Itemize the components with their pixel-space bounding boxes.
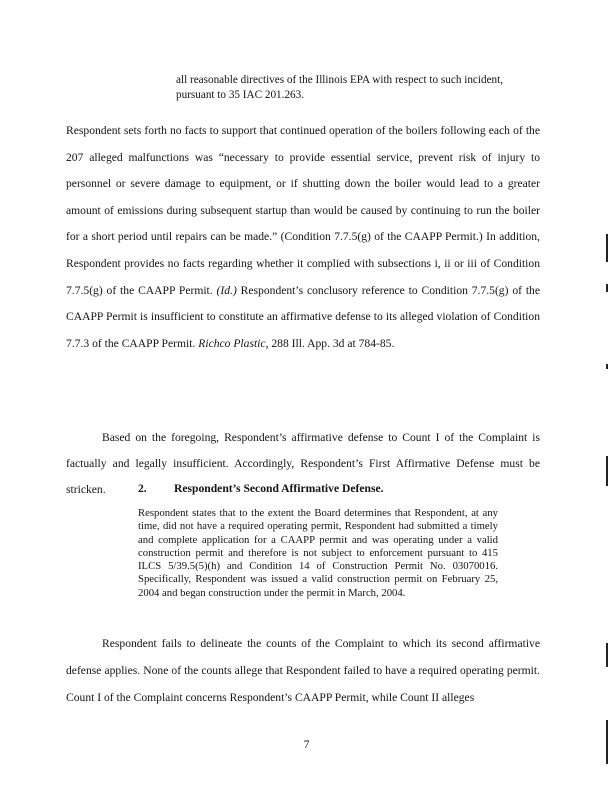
case-name: Richco Plastic xyxy=(198,336,266,350)
scan-edge-mark xyxy=(606,234,608,262)
paragraph-text-part-a: Respondent sets forth no facts to support that continued operation of the boilers following each of the 207 alleged malfunctions was “necessary to provide essential service, prevent risk of injury to personnel or severe damage to equipment, or if shutting down the boiler would lead to a greater amount of emissions during subsequent startup than would be caused by continuing to run the boiler for a short period until repairs can be made.” (Condition 7.7.5(g) of the CAAPP Permit.) In addition, Respondent provides no facts regarding whether it complied with subsections i, ii or iii of Condition 7.7.5(g) of the CAAPP Permit. xyxy=(66,124,540,297)
section-number: 2. xyxy=(138,482,147,495)
blockquote-second-defense: Respondent states that to the extent the Board determines that Respondent, at any time, did not have a required operating permit, Respondent had submitted a timely and complete application for a CAAPP permit and was operating under a valid construction permit and therefore is not subject to enforcement pursuant to 415 ILCS 5/39.5(5)(h) and Condition 14 of Construction Permit No. 03070016. Specifically, Respondent was issued a valid construction permit on February 25, 2004 and began construction under the permit in March, 2004. xyxy=(138,507,498,599)
paragraph-conclusion: Based on the foregoing, Respondent’s affirmative defense to Count I of the Complaint is factually and legally insufficient. Accordingly, Respondent’s First Affirmative Defense must be stricken. xyxy=(66,431,540,496)
paragraph-text-part-b: Respondent’s conclusory reference to Condition 7.7.5(g) of the CAAPP Permit is insufficient to constitute an affirmative defense to its alleged violation of Condition 7.7.3 of the CAAPP Permit. xyxy=(66,283,540,350)
id-citation: (Id.) xyxy=(216,283,237,297)
case-citation: , 288 Ill. App. 3d at 784-85. xyxy=(265,336,395,350)
scan-edge-mark xyxy=(606,364,608,369)
paragraph-second-defense-analysis: Respondent fails to delineate the counts of the Complaint to which its second affirmative defense applies. None of the counts allege that Respondent failed to have a required operating permit. Count I of the Complaint concerns Respondent’s CAAPP Permit, while Count II alleges xyxy=(66,637,540,704)
section-heading xyxy=(138,482,384,496)
blockquote-continuation: all reasonable directives of the Illinois EPA with respect to such incident, pursuant to 35 IAC 201.263. xyxy=(176,74,504,101)
scan-edge-mark xyxy=(606,643,608,667)
scan-edge-mark xyxy=(606,284,608,292)
scan-edge-mark xyxy=(606,720,608,764)
page-number: 7 xyxy=(303,738,310,751)
scan-edge-mark xyxy=(606,456,608,486)
section-title: Respondent’s Second Affirmative Defense. xyxy=(174,482,384,495)
paragraph-first-defense-analysis xyxy=(66,118,540,357)
